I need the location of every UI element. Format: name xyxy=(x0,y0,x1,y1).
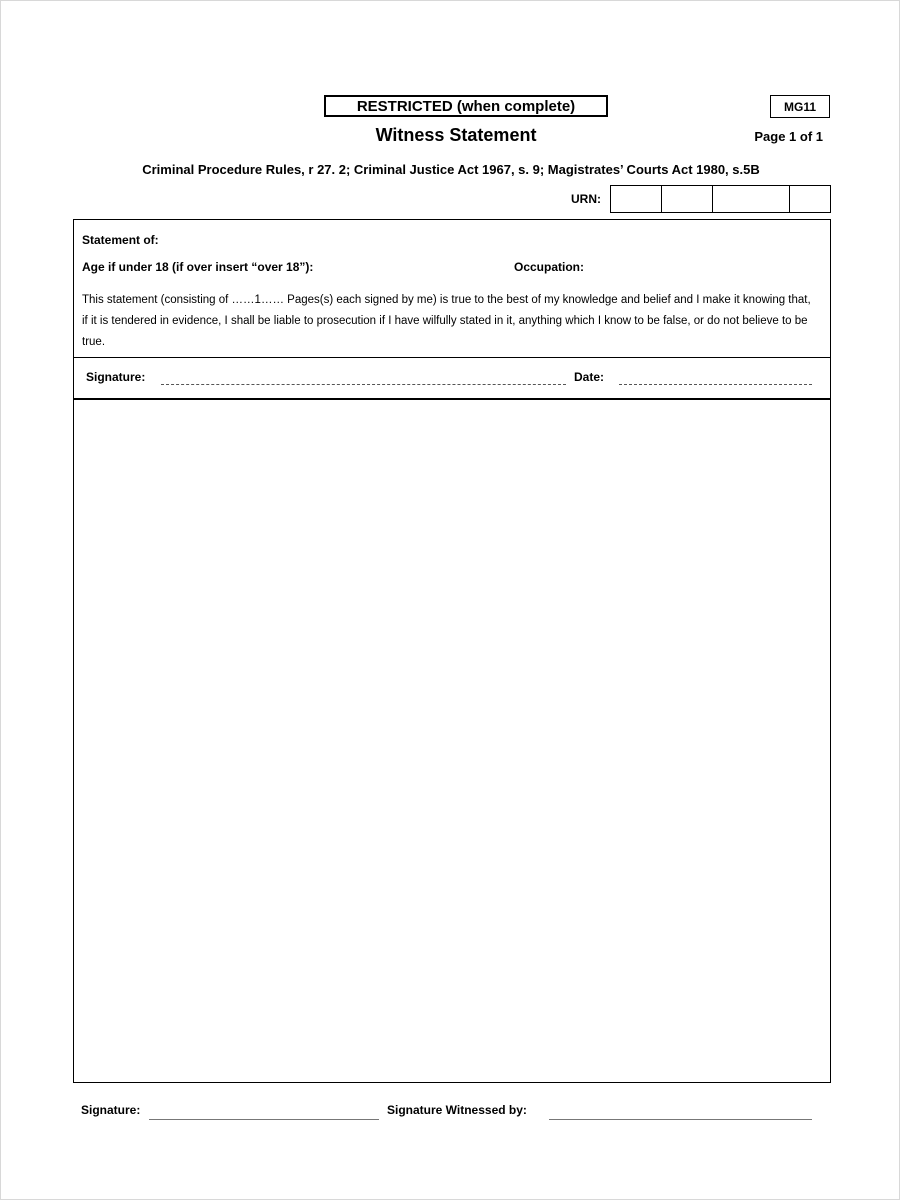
signature-line[interactable] xyxy=(161,384,566,385)
urn-input-group xyxy=(610,185,831,213)
urn-box-3[interactable] xyxy=(713,186,790,212)
page-title: Witness Statement xyxy=(375,125,537,145)
form-code-badge: MG11 xyxy=(770,95,830,118)
restricted-banner: RESTRICTED (when complete) xyxy=(324,95,608,117)
footer-witnessed-label: Signature Witnessed by: xyxy=(387,1103,527,1117)
section-divider xyxy=(74,357,830,358)
statement-body-area[interactable] xyxy=(73,399,831,1083)
urn-box-1[interactable] xyxy=(611,186,662,212)
signature-label: Signature: xyxy=(86,370,146,384)
occupation-label: Occupation: xyxy=(514,260,585,274)
urn-box-2[interactable] xyxy=(662,186,713,212)
statement-of-label: Statement of: xyxy=(82,233,159,247)
footer-witnessed-line[interactable] xyxy=(549,1119,812,1120)
page-number: Page 1 of 1 xyxy=(754,129,823,144)
legal-rules-reference: Criminal Procedure Rules, r 27. 2; Criminal Justice Act 1967, s. 9; Magistrates’ Courts Act 1980, s.5B xyxy=(142,162,760,177)
footer-signature-label: Signature: xyxy=(81,1103,141,1117)
age-label: Age if under 18 (if over insert “over 18”): xyxy=(82,260,314,274)
statement-header-box xyxy=(73,219,831,399)
urn-label: URN: xyxy=(571,192,601,206)
footer-signature-line[interactable] xyxy=(149,1119,379,1120)
date-label: Date: xyxy=(574,370,605,384)
declaration-text: This statement (consisting of ……1…… Pages(s) each signed by me) is true to the best of my knowledge and belief and I make it knowing that, if it is tendered in evidence, I shall be liable to prosecution if I have wilfully stated in it, anything which I know to be false, or do not believe to be true. xyxy=(82,294,811,348)
date-line[interactable] xyxy=(619,384,812,385)
urn-box-4[interactable] xyxy=(790,186,830,212)
